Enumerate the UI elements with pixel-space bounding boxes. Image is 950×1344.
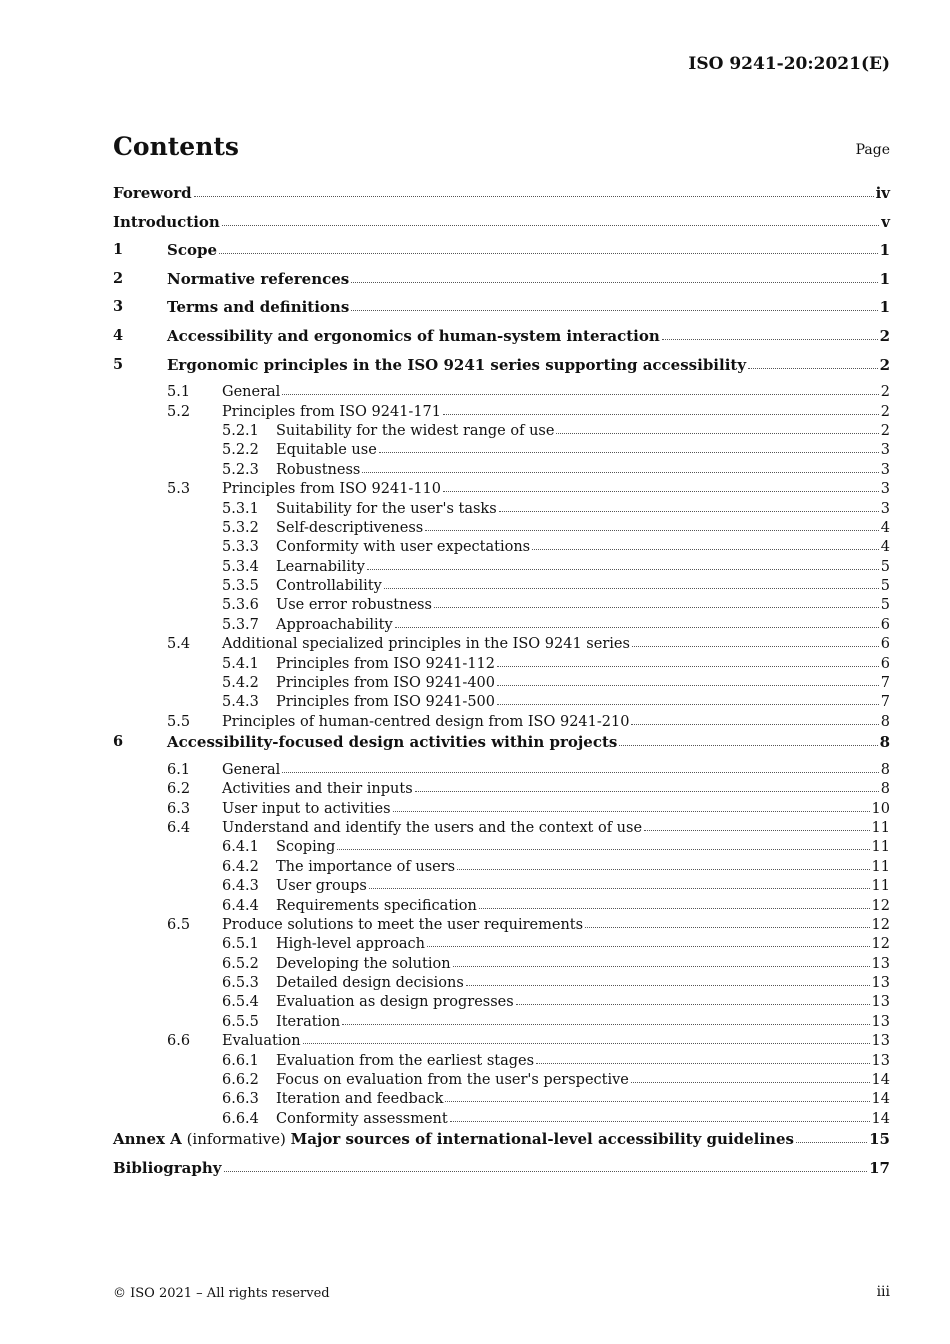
toc-entry-number: 5.4.1 [222, 655, 259, 672]
toc-entry-number: 5 [113, 355, 124, 373]
toc-entry-number: 5.2.2 [222, 442, 259, 459]
toc-entry-page: 8 [880, 781, 890, 798]
toc-leader-dots [393, 811, 870, 812]
toc-entry-title: Robustness [276, 461, 361, 478]
page-number: iii [876, 1284, 890, 1300]
toc-entry-title: Approachability [276, 616, 393, 633]
toc-leader-dots [536, 1063, 870, 1064]
toc-entry-title: Accessibility-focused design activities within projects [167, 733, 618, 752]
toc-entry-title: Ergonomic principles in the ISO 9241 series supporting accessibility [167, 355, 747, 374]
toc-entry[interactable] [113, 442, 890, 461]
toc-entry-number: 6.5.3 [222, 975, 259, 992]
toc-entry-number: 6.1 [167, 761, 191, 778]
toc-entry[interactable] [113, 762, 890, 781]
toc-leader-dots [379, 452, 879, 453]
toc-entry-number: 6.4.1 [222, 839, 259, 856]
toc-entry-title: Suitability for the user's tasks [276, 500, 497, 517]
toc-leader-dots [384, 588, 879, 589]
toc-entry-number: 5.5 [167, 713, 191, 730]
toc-leader-dots [532, 549, 879, 550]
toc-entry-title: Conformity with user expectations [276, 539, 531, 556]
toc-entry-number: 5.4 [167, 636, 191, 653]
toc-leader-dots [632, 646, 879, 647]
toc-entry-title-line [276, 956, 890, 972]
toc-entry-title: Normative references [167, 269, 350, 288]
toc-entry-title: Iteration [276, 1013, 341, 1030]
toc-entry-page: 12 [871, 916, 890, 933]
toc-entry[interactable] [113, 936, 890, 955]
toc-leader-dots [556, 433, 878, 434]
toc-leader-dots [445, 1101, 869, 1102]
toc-entry-title-line [167, 733, 890, 751]
toc-entry-title-line [276, 675, 890, 691]
toc-leader-dots [443, 414, 879, 415]
toc-leader-dots [222, 225, 879, 226]
toc-entry-page: 14 [871, 1091, 890, 1108]
toc-entry[interactable] [113, 1014, 890, 1033]
toc-entry-page: 1 [879, 241, 890, 260]
toc-entry-number: 1 [113, 241, 124, 259]
toc-leader-dots [457, 869, 869, 870]
toc-entry-title: User groups [276, 878, 367, 895]
toc-entry-title: Produce solutions to meet the user requirements [222, 916, 584, 933]
toc-entry-number: 5.4.2 [222, 675, 259, 692]
toc-entry[interactable] [113, 1130, 890, 1159]
toc-entry-title: Use error robustness [276, 597, 432, 614]
toc-entry-number: 3 [113, 298, 124, 316]
toc-entry-title-line [276, 859, 890, 875]
toc-leader-dots [282, 772, 878, 773]
toc-leader-dots [337, 849, 869, 850]
toc-entry-number: 6 [113, 733, 124, 751]
toc-entry-title: User input to activities [222, 800, 391, 817]
toc-entry-page: 6 [880, 616, 890, 633]
toc-entry-page: 2 [880, 384, 890, 401]
toc-entry-title-line [276, 656, 890, 672]
toc-entry-page: 11 [871, 839, 890, 856]
toc-entry-number: 6.5.1 [222, 936, 259, 953]
toc-entry-title: Principles from ISO 9241-112 [276, 655, 495, 672]
toc-entry-title-line [276, 878, 890, 894]
toc-entry[interactable] [113, 675, 890, 694]
toc-leader-dots [415, 791, 879, 792]
toc-entry-number: 5.3.7 [222, 616, 259, 633]
toc-leader-dots [395, 627, 879, 628]
toc-entry-page: 2 [880, 403, 890, 420]
toc-entry-title-line [113, 213, 890, 231]
toc-entry-page: 8 [880, 713, 890, 730]
toc-entry-title: Detailed design decisions [276, 975, 464, 992]
toc-entry-page: 4 [880, 519, 890, 536]
toc-entry-title-line [113, 184, 890, 202]
toc-entry-title-line [167, 327, 890, 345]
toc-entry-page: 8 [879, 733, 890, 752]
toc-entry-title: Foreword [113, 184, 192, 202]
toc-entry-page: 7 [880, 675, 890, 692]
toc-entry[interactable] [113, 1091, 890, 1110]
toc-entry-title-line [222, 636, 890, 652]
toc-entry[interactable] [113, 781, 890, 800]
toc-entry-title-line [222, 404, 890, 420]
toc-entry-number: 5.3.3 [222, 539, 259, 556]
toc-leader-dots [224, 1171, 868, 1172]
toc-entry[interactable] [113, 898, 890, 917]
toc-entry-page: 4 [880, 539, 890, 556]
toc-entry-title-line [222, 762, 890, 778]
toc-entry[interactable] [113, 597, 890, 616]
toc-entry-title-line [113, 1130, 890, 1148]
toc-entry-title: General [222, 761, 281, 778]
toc-entry-title-line [222, 384, 890, 400]
toc-entry-title: Learnability [276, 558, 365, 575]
toc-entry-number: 6.6 [167, 1033, 191, 1050]
toc-entry-title-line [276, 520, 890, 536]
toc-entry[interactable] [113, 656, 890, 675]
toc-entry-title: Conformity assessment [276, 1110, 448, 1127]
toc-entry-number: 6.6.2 [222, 1072, 259, 1089]
toc-entry-number: 6.5 [167, 916, 191, 933]
toc-entry[interactable] [113, 636, 890, 655]
toc-entry-page: v [881, 212, 890, 231]
toc-entry-page: 3 [880, 500, 890, 517]
toc-entry-number: 5.2.1 [222, 422, 259, 439]
toc-entry-title: Developing the solution [276, 955, 451, 972]
toc-entry-page: iv [875, 184, 890, 202]
toc-entry-title: Evaluation [222, 1033, 301, 1050]
toc-entry-title: General [222, 384, 281, 401]
toc-entry-title: High-level approach [276, 936, 426, 953]
toc-entry-page: 11 [871, 878, 890, 895]
toc-entry-title: Terms and definitions [167, 298, 350, 317]
toc-entry-title: Focus on evaluation from the user's perspective [276, 1072, 629, 1089]
toc-entry[interactable] [113, 539, 890, 558]
toc-entry-number: 5.4.3 [222, 694, 259, 711]
toc-entry-number: 5.2 [167, 403, 191, 420]
toc-entry-page: 2 [879, 326, 890, 345]
toc-entry[interactable] [113, 1072, 890, 1091]
toc-entry-title-line [276, 462, 890, 478]
toc-entry-title-line [222, 781, 890, 797]
toc-entry-title: The importance of users [276, 858, 456, 875]
toc-entry-title-line [276, 597, 890, 613]
toc-leader-dots [644, 830, 870, 831]
toc-entry[interactable] [113, 1033, 890, 1052]
toc-entry-title-line [167, 356, 890, 374]
toc-entry-title: Scoping [276, 839, 336, 856]
toc-entry-title-line [167, 298, 890, 316]
toc-leader-dots [497, 666, 879, 667]
toc-entry-page: 6 [880, 636, 890, 653]
toc-entry[interactable] [113, 994, 890, 1013]
toc-entry-title: Principles from ISO 9241-400 [276, 675, 495, 692]
toc-entry-page: 2 [879, 355, 890, 374]
toc-entry-number: 6.4.4 [222, 897, 259, 914]
toc-entry-title-line [276, 898, 890, 914]
toc-entry-page: 13 [871, 975, 890, 992]
toc-leader-dots [748, 368, 878, 369]
toc-entry-page: 11 [871, 858, 890, 875]
toc-leader-dots [351, 282, 877, 283]
toc-entry-number: 5.3.2 [222, 519, 259, 536]
toc-leader-dots [662, 339, 878, 340]
toc-entry-title-line [276, 1111, 890, 1127]
toc-entry-number: 6.6.3 [222, 1091, 259, 1108]
toc-entry-title-line [167, 241, 890, 259]
toc-entry[interactable] [113, 820, 890, 839]
toc-entry-title-line [222, 801, 890, 817]
toc-entry-page: 8 [880, 761, 890, 778]
toc-entry-page: 6 [880, 655, 890, 672]
toc-entry-page: 3 [880, 442, 890, 459]
toc-entry-number: 4 [113, 326, 124, 344]
toc-entry-title: Introduction [113, 212, 220, 231]
toc-leader-dots [342, 1024, 869, 1025]
toc-entry-number: 6.5.2 [222, 955, 259, 972]
toc-entry[interactable] [113, 404, 890, 423]
toc-entry-page: 13 [871, 955, 890, 972]
toc-entry-title: Principles from ISO 9241-500 [276, 694, 495, 711]
toc-entry-page: 13 [871, 1013, 890, 1030]
table-of-contents [113, 184, 890, 1187]
toc-entry[interactable] [113, 956, 890, 975]
page-column-label: Page [855, 142, 890, 158]
toc-entry-title-line [276, 1091, 890, 1107]
toc-leader-dots [619, 745, 877, 746]
toc-entry-number: 5.3 [167, 481, 191, 498]
toc-entry-title-line [276, 559, 890, 575]
toc-entry-number: 6.6.4 [222, 1110, 259, 1127]
copyright-footer: © ISO 2021 – All rights reserved [113, 1286, 330, 1301]
toc-entry[interactable] [113, 423, 890, 442]
toc-entry[interactable] [113, 1159, 890, 1188]
toc-entry-title-line [222, 1033, 890, 1049]
toc-leader-dots [369, 888, 870, 889]
toc-entry-page: 11 [871, 819, 890, 836]
toc-entry-number: 5.3.1 [222, 500, 259, 517]
toc-entry-title-line [222, 917, 890, 933]
toc-entry-page: 13 [871, 1033, 890, 1050]
toc-entry-title-line [222, 820, 890, 836]
toc-entry-page: 10 [871, 800, 890, 817]
toc-entry-page: 1 [879, 269, 890, 288]
toc-entry[interactable] [113, 714, 890, 733]
toc-entry-number: 6.4 [167, 819, 191, 836]
toc-leader-dots [219, 253, 878, 254]
toc-entry-title-line [276, 539, 890, 555]
toc-entry[interactable] [113, 839, 890, 858]
toc-entry[interactable] [113, 917, 890, 936]
toc-entry[interactable] [113, 298, 890, 327]
toc-entry-page: 5 [880, 578, 890, 595]
toc-entry-title: Principles of human-centred design from ISO 9241-210 [222, 713, 630, 730]
toc-entry[interactable] [113, 384, 890, 403]
toc-leader-dots [585, 927, 869, 928]
toc-entry-title: Suitability for the widest range of use [276, 422, 555, 439]
toc-entry-title-line [276, 501, 890, 517]
toc-entry-page: 14 [871, 1110, 890, 1127]
toc-entry-number: 6.3 [167, 800, 191, 817]
toc-leader-dots [631, 724, 878, 725]
toc-entry[interactable] [113, 617, 890, 636]
toc-entry-title: Additional specialized principles in the ISO 9241 series [222, 636, 630, 653]
toc-entry-title: Controllability [276, 578, 382, 595]
toc-entry-page: 14 [871, 1072, 890, 1089]
toc-entry-title-line [276, 423, 890, 439]
toc-entry-number: 6.5.4 [222, 994, 259, 1011]
toc-entry-page: 13 [871, 994, 890, 1011]
toc-entry-title: Iteration and feedback [276, 1091, 444, 1108]
toc-entry[interactable] [113, 184, 890, 213]
toc-entry[interactable] [113, 481, 890, 500]
toc-entry-title-line [222, 481, 890, 497]
toc-entry-number: 5.3.4 [222, 558, 259, 575]
toc-entry-title-line [113, 1159, 890, 1177]
toc-entry-title-line [276, 1014, 890, 1030]
toc-entry-page: 3 [880, 481, 890, 498]
toc-entry[interactable] [113, 462, 890, 481]
document-header: ISO 9241-20:2021(E) [688, 54, 890, 74]
toc-leader-dots [466, 985, 870, 986]
toc-entry-title: Principles from ISO 9241-110 [222, 481, 441, 498]
toc-entry[interactable] [113, 559, 890, 578]
toc-entry[interactable] [113, 801, 890, 820]
toc-leader-dots [351, 310, 877, 311]
toc-entry[interactable] [113, 213, 890, 242]
toc-entry-title: Activities and their inputs [222, 781, 413, 798]
toc-entry[interactable] [113, 859, 890, 878]
toc-entry-page: 7 [880, 694, 890, 711]
toc-entry-title-line [276, 1053, 890, 1069]
toc-entry-number: 5.1 [167, 384, 191, 401]
toc-entry-number: 2 [113, 269, 124, 287]
toc-entry-number: 6.2 [167, 781, 191, 798]
toc-entry-title: Annex A (informative) Major sources of international-level accessibility guidelines [113, 1130, 794, 1149]
toc-entry-title: Evaluation from the earliest stages [276, 1052, 535, 1069]
toc-entry-title: Principles from ISO 9241-171 [222, 403, 441, 420]
toc-entry-page: 5 [880, 558, 890, 575]
toc-entry-title-line [276, 994, 890, 1010]
toc-entry-title-line [276, 839, 890, 855]
toc-entry-title-line [276, 1072, 890, 1088]
toc-entry-title-line [276, 936, 890, 952]
toc-entry-title: Self-descriptiveness [276, 519, 424, 536]
toc-leader-dots [425, 530, 879, 531]
toc-entry[interactable] [113, 327, 890, 356]
toc-entry[interactable] [113, 520, 890, 539]
toc-entry-number: 6.6.1 [222, 1052, 259, 1069]
toc-entry-title-line [276, 617, 890, 633]
toc-entry[interactable] [113, 878, 890, 897]
toc-entry-title: Scope [167, 241, 218, 260]
toc-entry-number: 5.2.3 [222, 461, 259, 478]
toc-entry-number: 5.3.5 [222, 578, 259, 595]
toc-leader-dots [499, 511, 879, 512]
toc-entry-title: Bibliography [113, 1158, 222, 1177]
page-title: Contents [113, 132, 240, 161]
toc-entry-page: 15 [869, 1130, 890, 1149]
toc-leader-dots [303, 1043, 870, 1044]
toc-entry[interactable] [113, 356, 890, 385]
toc-entry[interactable] [113, 1111, 890, 1130]
toc-entry[interactable] [113, 241, 890, 270]
toc-leader-dots [367, 569, 879, 570]
toc-entry[interactable] [113, 270, 890, 299]
toc-entry-title: Accessibility and ergonomics of human-system interaction [167, 326, 660, 345]
toc-entry-title: Requirements specification [276, 897, 477, 914]
toc-leader-dots [427, 946, 870, 947]
toc-leader-dots [453, 966, 870, 967]
toc-entry-title: Evaluation as design progresses [276, 994, 514, 1011]
toc-entry-annex-note: (informative) [181, 1130, 291, 1149]
toc-entry-number: 6.5.5 [222, 1013, 259, 1030]
toc-leader-dots [434, 607, 879, 608]
toc-entry-number: 6.4.2 [222, 858, 259, 875]
toc-leader-dots [479, 908, 870, 909]
toc-entry-page: 3 [880, 461, 890, 478]
toc-leader-dots [516, 1004, 870, 1005]
toc-leader-dots [497, 685, 879, 686]
toc-entry-number: 5.3.6 [222, 597, 259, 614]
toc-entry-title-line [222, 714, 890, 730]
toc-leader-dots [443, 491, 879, 492]
toc-leader-dots [450, 1121, 870, 1122]
toc-leader-dots [497, 704, 879, 705]
toc-entry-page: 1 [879, 298, 890, 317]
toc-entry-title-line [167, 270, 890, 288]
toc-entry-title-line [276, 694, 890, 710]
toc-leader-dots [282, 394, 878, 395]
toc-leader-dots [631, 1082, 870, 1083]
toc-entry[interactable] [113, 733, 890, 762]
toc-leader-dots [362, 472, 878, 473]
toc-entry-title-line [276, 975, 890, 991]
toc-leader-dots [796, 1142, 867, 1143]
toc-entry-number: 6.4.3 [222, 878, 259, 895]
toc-entry-page: 12 [871, 897, 890, 914]
toc-entry[interactable] [113, 578, 890, 597]
toc-entry-title-line [276, 578, 890, 594]
toc-entry-page: 2 [880, 422, 890, 439]
toc-entry[interactable] [113, 694, 890, 713]
toc-entry-page: 17 [869, 1158, 890, 1177]
toc-entry-title: Understand and identify the users and the context of use [222, 819, 643, 836]
toc-entry-page: 12 [871, 936, 890, 953]
toc-leader-dots [194, 196, 874, 197]
toc-entry-page: 5 [880, 597, 890, 614]
toc-entry-page: 13 [871, 1052, 890, 1069]
toc-entry-title: Equitable use [276, 442, 377, 459]
toc-entry[interactable] [113, 501, 890, 520]
toc-entry[interactable] [113, 1053, 890, 1072]
toc-entry[interactable] [113, 975, 890, 994]
toc-entry-title-line [276, 442, 890, 458]
